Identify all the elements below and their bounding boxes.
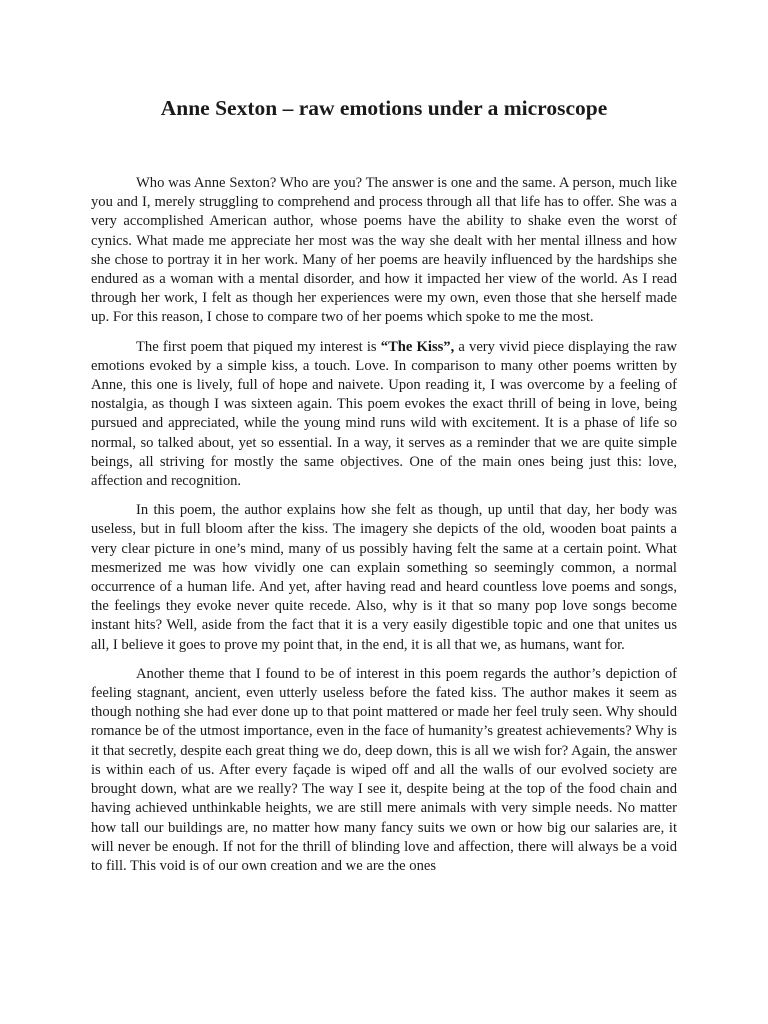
paragraph-4: Another theme that I found to be of interest in this poem regards the author’s depiction of feeling stagnant, ancient, even utterly useless before the fated kiss. The author makes it seem as though nothing she had ever done up to that point mattered or made her feel truly seen. Why should romance be of the utmost importance, even in the face of humanity’s greatest achievements? Why is it that secretly, despite each great thing we do, deep down, this is all we wish for? Again, the answer is within each of us. After every façade is wiped off and all the walls of our evolved society are brought down, what are we really? The way I see it, despite being at the top of the food chain and having achieved unthinkable heights, we are still mere animals with very simple needs. No matter how tall our buildings are, no matter how many fancy suits we own or how big our salaries are, it will never be enough. If not for the thrill of blinding love and affection, there will always be a void to fill. This void is of our own creation and we are the ones xyxy=(91,665,677,874)
paragraph-1: Who was Anne Sexton? Who are you? The answer is one and the same. A person, much like you and I, merely struggling to comprehend and process through all that life has to offer. She was a very accomplished American author, whose poems have the ability to shake even the worst of cynics. What made me appreciate her most was the way she dealt with her mental illness and how she chose to portray it in her work. Many of her poems are heavily influenced by the hardships she endured as a woman with a mental disorder, and how it impacted her view of the world. As I read through her work, I felt as though her experiences were my own, even those that she herself made up. For this reason, I chose to compare two of her poems which spoke to me the most. xyxy=(91,175,677,326)
document-body xyxy=(91,174,677,886)
paragraph-3: In this poem, the author explains how she felt as though, up until that day, her body was useless, but in full bloom after the kiss. The imagery she depicts of the old, wooden boat paints a very clear picture in one’s mind, many of us possibly having felt the same at a certain point. What mesmerized me was how vividly one can explain something so seemingly common, a normal occurrence of a human life. And yet, after having read and heard countless love poems and songs, the feelings they evoke never quite recede. Also, why is it that so many pop love songs become instant hits? Well, aside from the fact that it is a very easily digestible topic and one that unites us all, I believe it goes to prove my point that, in the end, it is all that we, as humans, want for. xyxy=(91,502,677,653)
paragraph-2-intro: The first poem that piqued my interest is xyxy=(136,338,381,355)
paragraph-2-rest: a very vivid piece displaying the raw emotions evoked by a simple kiss, a touch. Love. In comparison to many other poems written by Anne, this one is lively, full of hope and naivete. Upon reading it, I was overcome by a feeling of nostalgia, as though I was sixteen again. This poem evokes the exact thrill of being in love, being pursued and appreciated, while the young mind runs wild with excitement. It is a phase of life so normal, so talked about, yet so essential. In a way, it serves as a reminder that we are quite simple beings, all striving for mostly the same objectives. One of the main ones being just this: love, affection and recognition. xyxy=(91,338,677,490)
paragraph-2 xyxy=(91,338,677,492)
poem-title-the-kiss: “The Kiss”, xyxy=(380,338,455,355)
document-title: Anne Sexton – raw emotions under a microscope xyxy=(160,96,608,120)
